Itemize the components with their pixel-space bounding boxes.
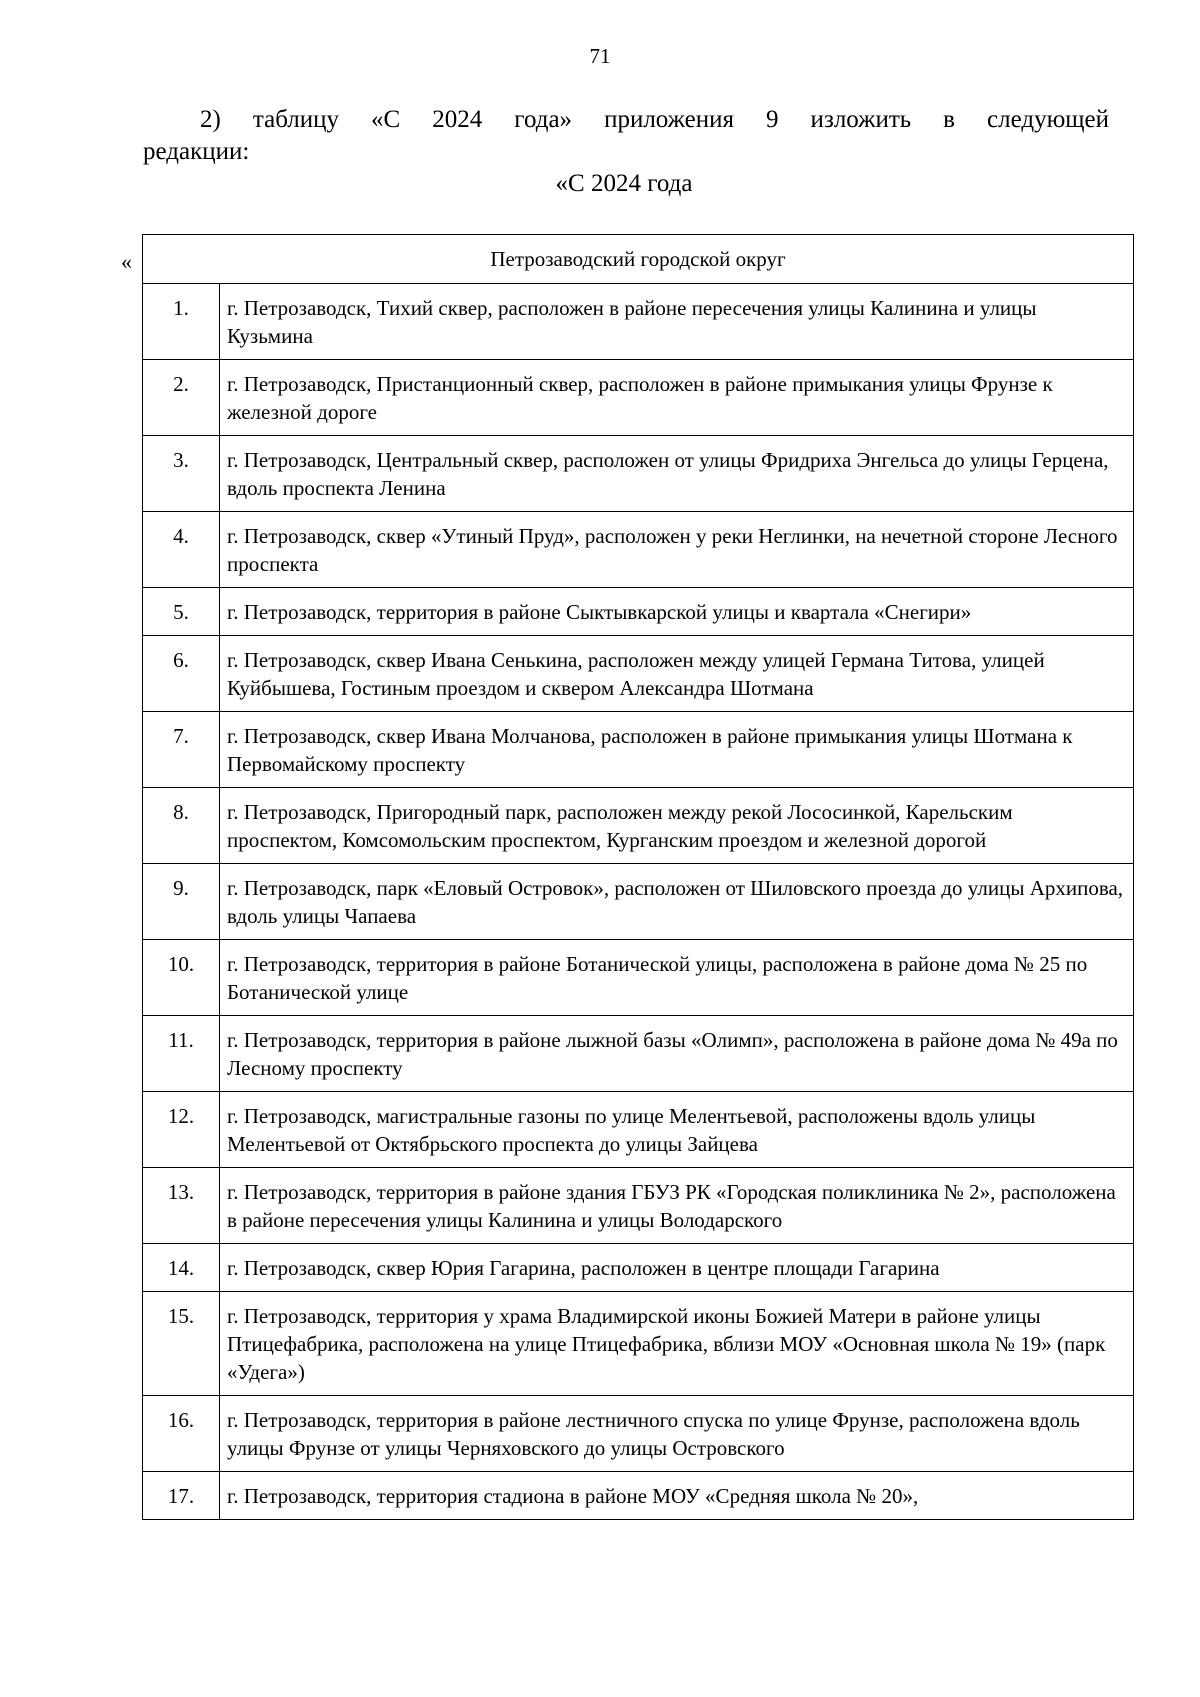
row-number: 9. <box>143 864 220 940</box>
row-description: г. Петрозаводск, территория в районе Ботанической улицы, расположена в районе дома № 25 по Ботанической улице <box>220 940 1134 1016</box>
table-row <box>143 1016 1134 1092</box>
row-description: г. Петрозаводск, парк «Еловый Островок», расположен от Шиловского проезда до улицы Архипова, вдоль улицы Чапаева <box>220 864 1134 940</box>
table-row <box>143 788 1134 864</box>
row-description: г. Петрозаводск, сквер Ивана Сенькина, расположен между улицей Германа Титова, улицей Куйбышева, Гостиным проездом и сквером Александра Шотмана <box>220 636 1134 712</box>
row-number: 2. <box>143 360 220 436</box>
row-number: 6. <box>143 636 220 712</box>
row-description: г. Петрозаводск, территория стадиона в районе МОУ «Средняя школа № 20», <box>220 1472 1134 1520</box>
intro-paragraph <box>143 104 1109 168</box>
table-row <box>143 512 1134 588</box>
row-description: г. Петрозаводск, территория в районе здания ГБУЗ РК «Городская поликлиника № 2», расположена в районе пересечения улицы Калинина и улицы Володарского <box>220 1168 1134 1244</box>
row-number: 13. <box>143 1168 220 1244</box>
parks-table <box>142 234 1134 1520</box>
table-row <box>143 864 1134 940</box>
table-row <box>143 1168 1134 1244</box>
region-header-row <box>143 235 1134 284</box>
row-number: 10. <box>143 940 220 1016</box>
row-description: г. Петрозаводск, Центральный сквер, расположен от улицы Фридриха Энгельса до улицы Герцена, вдоль проспекта Ленина <box>220 436 1134 512</box>
row-number: 12. <box>143 1092 220 1168</box>
row-number: 14. <box>143 1244 220 1292</box>
opening-quote-mark: « <box>121 249 132 274</box>
intro-line-2: редакции: <box>143 138 250 165</box>
table-row <box>143 284 1134 360</box>
row-description: г. Петрозаводск, территория в районе Сыктывкарской улицы и квартала «Снегири» <box>220 588 1134 636</box>
row-description: г. Петрозаводск, территория в районе лестничного спуска по улице Фрунзе, расположена вдоль улицы Фрунзе от улицы Черняховского до улицы Островского <box>220 1396 1134 1472</box>
table-row <box>143 940 1134 1016</box>
row-number: 17. <box>143 1472 220 1520</box>
table-row <box>143 1292 1134 1396</box>
table-row <box>143 712 1134 788</box>
table-row <box>143 1092 1134 1168</box>
row-description: г. Петрозаводск, сквер Ивана Молчанова, расположен в районе примыкания улицы Шотмана к Первомайскому проспекту <box>220 712 1134 788</box>
row-description: г. Петрозаводск, Пригородный парк, расположен между рекой Лососинкой, Карельским проспектом, Комсомольским проспектом, Курганским проездом и железной дорогой <box>220 788 1134 864</box>
row-number: 3. <box>143 436 220 512</box>
table-row <box>143 1472 1134 1520</box>
row-number: 4. <box>143 512 220 588</box>
row-number: 7. <box>143 712 220 788</box>
table-row <box>143 636 1134 712</box>
row-number: 1. <box>143 284 220 360</box>
row-number: 5. <box>143 588 220 636</box>
intro-line-1: 2) таблицу «С 2024 года» приложения 9 изложить в следующей <box>200 106 1109 133</box>
row-number: 15. <box>143 1292 220 1396</box>
page-number: 71 <box>589 44 611 68</box>
row-description: г. Петрозаводск, территория у храма Владимирской иконы Божией Матери в районе улицы Птицефабрика, расположена на улице Птицефабрика, вблизи МОУ «Основная школа № 19» (парк «Удега») <box>220 1292 1134 1396</box>
row-description: г. Петрозаводск, магистральные газоны по улице Мелентьевой, расположены вдоль улицы Мелентьевой от Октябрьского проспекта до улицы Зайцева <box>220 1092 1134 1168</box>
table-row <box>143 436 1134 512</box>
row-description: г. Петрозаводск, Тихий сквер, расположен в районе пересечения улицы Калинина и улицы Кузьмина <box>220 284 1134 360</box>
region-name: Петрозаводский городской округ <box>143 235 1134 284</box>
row-number: 16. <box>143 1396 220 1472</box>
table-row <box>143 1244 1134 1292</box>
row-description: г. Петрозаводск, территория в районе лыжной базы «Олимп», расположена в районе дома № 49а по Лесному проспекту <box>220 1016 1134 1092</box>
table-row <box>143 1396 1134 1472</box>
row-description: г. Петрозаводск, Пристанционный сквер, расположен в районе примыкания улицы Фрунзе к железной дороге <box>220 360 1134 436</box>
table-heading: «С 2024 года <box>555 170 693 197</box>
table-row <box>143 588 1134 636</box>
row-description: г. Петрозаводск, сквер Юрия Гагарина, расположен в центре площади Гагарина <box>220 1244 1134 1292</box>
row-description: г. Петрозаводск, сквер «Утиный Пруд», расположен у реки Неглинки, на нечетной стороне Лесного проспекта <box>220 512 1134 588</box>
row-number: 8. <box>143 788 220 864</box>
row-number: 11. <box>143 1016 220 1092</box>
table-row <box>143 360 1134 436</box>
